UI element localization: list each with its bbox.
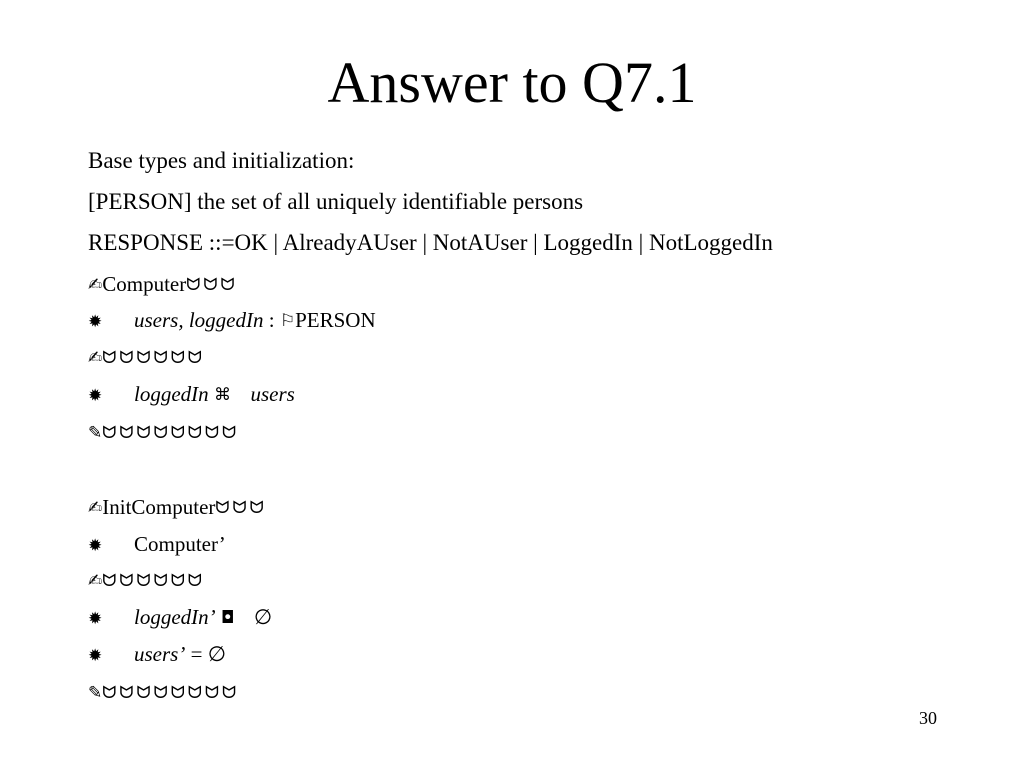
init-schema-footer	[88, 678, 239, 707]
schema-border-icon: ᗢᗢᗢᗢᗢᗢᗢᗢ	[102, 423, 240, 443]
computer-schema-footer	[88, 418, 239, 447]
computer-predicate	[88, 380, 295, 410]
bullet-icon: ✹	[88, 312, 103, 332]
empty-set-icon: ∅	[253, 605, 273, 629]
bullet-icon: ✹	[88, 536, 103, 556]
schema-close-icon: ✎	[88, 683, 103, 703]
bullet-icon: ✹	[88, 609, 103, 629]
computer-schema-header	[88, 270, 238, 299]
response-type-line: RESPONSE ::=OK | AlreadyAUser | NotAUser | LoggedIn | NotLoggedIn	[88, 230, 773, 255]
computer-schema-divider	[88, 343, 205, 372]
predicate-left: loggedIn’	[134, 605, 216, 629]
subset-icon: ⌘	[208, 385, 237, 405]
init-declaration-text: Computer’	[134, 532, 226, 556]
computer-declaration	[88, 306, 376, 336]
person-type-line: [PERSON] the set of all uniquely identifiable persons	[88, 189, 584, 214]
declaration-variables: users, loggedIn	[134, 308, 264, 332]
predicate-right: users	[250, 382, 295, 406]
predicate-left: users’	[134, 642, 186, 666]
empty-set-icon: ∅	[207, 642, 226, 666]
schema-close-icon: ✎	[88, 423, 103, 443]
schema-border-icon: ᗢᗢᗢᗢᗢᗢ	[102, 348, 205, 368]
slide-title: Answer to Q7.1	[327, 50, 697, 115]
init-declaration	[88, 530, 226, 560]
schema-open-icon: ✍	[88, 498, 103, 518]
base-types-line: Base types and initialization:	[88, 148, 355, 173]
equals-sign: =	[185, 642, 208, 666]
predicate-left: loggedIn	[134, 382, 209, 406]
schema-border-icon: ᗢᗢᗢᗢᗢᗢ	[102, 571, 205, 591]
bullet-icon: ✹	[88, 386, 103, 406]
schema-border-icon: ᗢᗢᗢ	[186, 275, 238, 295]
schema-border-icon: ᗢᗢᗢ	[215, 498, 267, 518]
schema-open-icon: ✍	[88, 275, 103, 295]
computer-schema-name: Computer	[102, 272, 187, 296]
init-schema-name: InitComputer	[102, 495, 216, 519]
schema-border-icon: ᗢᗢᗢᗢᗢᗢᗢᗢ	[102, 683, 240, 703]
bullet-icon: ✹	[88, 646, 103, 666]
declaration-colon: :	[263, 308, 280, 332]
divider-icon: ✍	[88, 348, 103, 368]
init-schema-header	[88, 493, 267, 522]
init-predicate-2	[88, 640, 226, 670]
init-schema-divider	[88, 566, 205, 595]
init-predicate-1	[88, 603, 272, 633]
equals-box-icon: ◘	[215, 608, 240, 628]
declaration-type: PERSON	[295, 308, 376, 332]
powerset-icon: ⚐	[279, 311, 296, 331]
page-number: 30	[919, 708, 937, 728]
divider-icon: ✍	[88, 571, 103, 591]
